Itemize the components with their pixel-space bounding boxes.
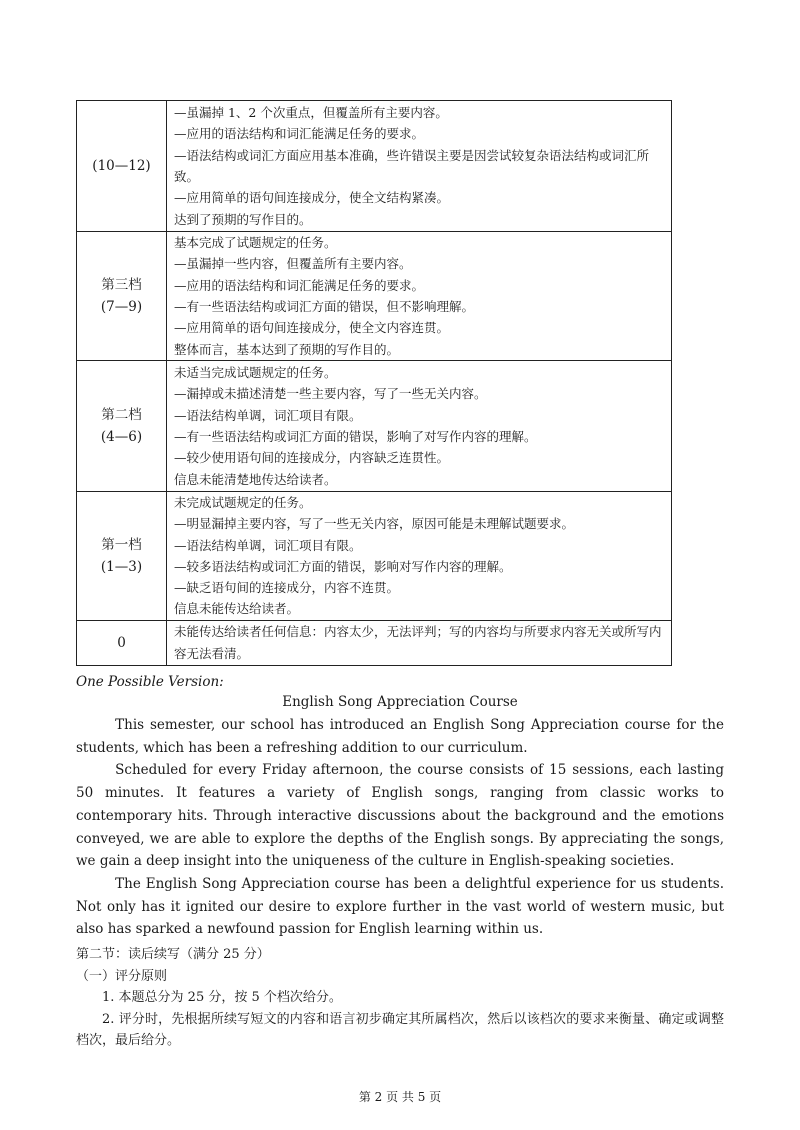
criterion-line: 未完成试题规定的任务。 <box>174 495 312 510</box>
grade-cell <box>77 361 167 492</box>
page-number-footer: 第 2 页 共 5 页 <box>358 1090 442 1104</box>
section-heading: 第二节：读后续写（满分 25 分） <box>76 947 270 962</box>
criterion-line: 信息未能传达给读者。 <box>174 601 300 617</box>
criteria-cell <box>167 232 672 361</box>
grade-level: 第三档 <box>101 277 142 293</box>
criterion-line: —较少使用语句间的连接成分，内容缺乏连贯性。 <box>174 450 450 466</box>
criterion-line: —应用简单的语句间连接成分，使全文内容连贯。 <box>174 320 450 336</box>
grade-cell <box>77 232 167 361</box>
rubric-row-level-1 <box>77 492 672 621</box>
rubric-row-level-2 <box>77 361 672 492</box>
criteria-cell <box>167 361 672 492</box>
criterion-line: —应用的语法结构和词汇能满足任务的要求。 <box>174 277 425 293</box>
essay-body <box>76 714 724 941</box>
criterion-line: —较多语法结构或词汇方面的错误，影响对写作内容的理解。 <box>174 558 512 574</box>
essay-paragraph: This semester, our school has introduced an English Song Appreciation course for the students, which has been a refreshing addition to our curriculum. <box>76 717 724 756</box>
grade-range: (4—6) <box>100 429 143 445</box>
rubric-row-zero <box>77 620 672 665</box>
criteria-cell <box>167 101 672 232</box>
criterion-line: 未适当完成试题规定的任务。 <box>174 365 337 381</box>
criterion-line: 未能传达给读者任何信息：内容太少，无法评判；写的内容均与所要求内容无关或所写内容无法看清。 <box>174 624 662 661</box>
criteria-cell <box>167 620 672 665</box>
criterion-line: —明显漏掉主要内容，写了一些无关内容，原因可能是未理解试题要求。 <box>174 516 575 532</box>
criterion-line: 信息未能清楚地传达给读者。 <box>174 471 337 487</box>
grade-level: 第一档 <box>101 536 142 553</box>
criterion-line: —语法结构单调，词汇项目有限。 <box>174 407 362 423</box>
criterion-line: 整体而言，基本达到了预期的写作目的。 <box>174 341 400 357</box>
grade-level: 第二档 <box>101 407 142 423</box>
scoring-rubric-table <box>76 100 672 666</box>
grade-range: (1—3) <box>100 558 143 575</box>
section-two <box>76 944 724 1052</box>
essay-paragraph: Scheduled for every Friday afternoon, the course consists of 15 sessions, each lasting 50 minutes. It features a variety of English songs, ranging from classic works to contemporary hits. Through interactive discussions about the background and the emotions conveyed, we are able to explore the depths of the English songs. By appreciating the songs, we gain a deep insight into the uniqueness of the culture in English-speaking societies. <box>76 762 724 870</box>
criterion-line: 达到了预期的写作目的。 <box>174 211 312 227</box>
grade-range: (10—12) <box>92 158 151 174</box>
essay-title: English Song Appreciation Course <box>282 694 518 710</box>
criteria-cell <box>167 492 672 621</box>
criterion-line: —缺乏语句间的连接成分，内容不连贯。 <box>174 580 400 596</box>
criterion-line: 基本完成了试题规定的任务。 <box>174 235 337 251</box>
grade-score: 0 <box>117 634 126 651</box>
section-subheading: （一）评分原则 <box>76 968 168 984</box>
rubric-row-level-3 <box>77 232 672 361</box>
criterion-line: —语法结构或词汇方面应用基本准确，些许错误主要是因尝试较复杂语法结构或词汇所致。 <box>174 147 650 184</box>
grade-cell <box>77 620 167 665</box>
principle-item: 2. 评分时，先根据所续写短文的内容和语言初步确定其所属档次，然后以该档次的要求来衡量、确定或调整档次，最后给分。 <box>76 1011 724 1048</box>
grade-cell <box>77 101 167 232</box>
criterion-line: —应用简单的语句间连接成分，使全文结构紧凑。 <box>174 190 450 206</box>
criterion-line: —漏掉或未描述清楚一些主要内容，写了一些无关内容。 <box>174 386 487 402</box>
grade-range: (7—9) <box>100 299 143 315</box>
criterion-line: —虽漏掉 1、2 个次重点，但覆盖所有主要内容。 <box>174 105 448 121</box>
grade-cell <box>77 492 167 621</box>
criterion-line: —有一些语法结构或词汇方面的错误，影响了对写作内容的理解。 <box>174 429 537 444</box>
principle-item: 1. 本题总分为 25 分，按 5 个档次给分。 <box>102 990 342 1005</box>
criterion-line: —应用的语法结构和词汇能满足任务的要求。 <box>174 126 425 142</box>
criterion-line: —语法结构单调，词汇项目有限。 <box>174 537 362 553</box>
essay-paragraph: The English Song Appreciation course has been a delightful experience for us students. Not only has it ignited our desire to explore further in the vast world of western music, but also has sparked a newfound passion for English learning within us. <box>76 875 724 938</box>
rubric-row-10-12 <box>77 101 672 232</box>
criterion-line: —有一些语法结构或词汇方面的错误，但不影响理解。 <box>174 299 475 314</box>
criterion-line: —虽漏掉一些内容，但覆盖所有主要内容。 <box>174 256 412 272</box>
sample-essay-label: One Possible Version: <box>76 674 224 690</box>
